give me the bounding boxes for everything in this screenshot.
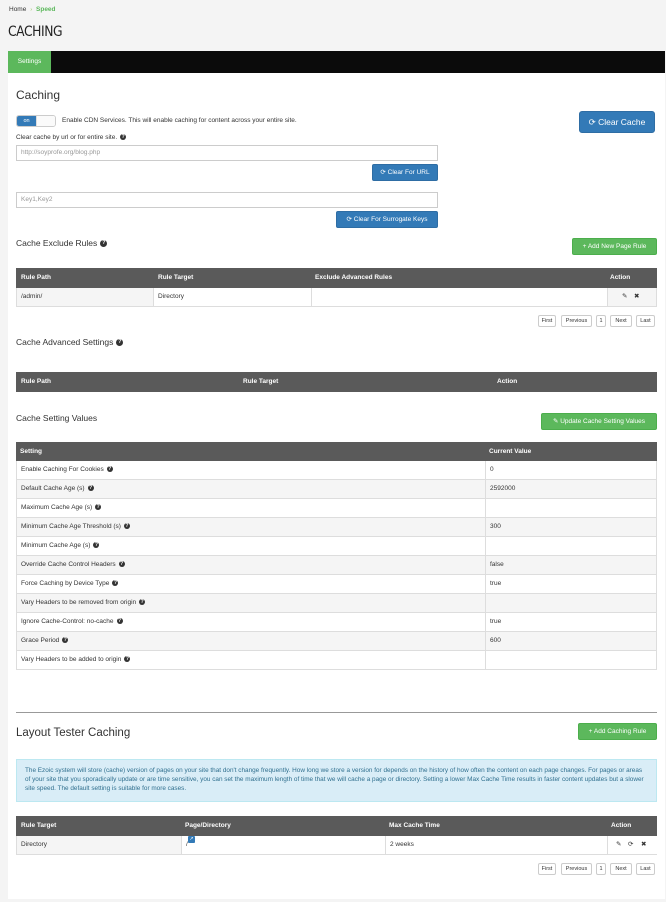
- setting-value-cell: 600: [490, 637, 501, 644]
- col-page-directory: Page/Directory: [185, 822, 231, 829]
- question-circle-icon[interactable]: ?: [140, 599, 144, 606]
- breadcrumb-separator: ›: [30, 7, 33, 13]
- url-input[interactable]: http://soyprofe.org/blog.php: [16, 145, 438, 161]
- pager-first[interactable]: First: [538, 315, 556, 327]
- pager-last[interactable]: Last: [636, 863, 655, 875]
- pager-page-1[interactable]: 1: [596, 315, 606, 327]
- toggle-knob: [36, 116, 55, 126]
- setting-name-cell: [21, 594, 145, 612]
- setting-value-cell: 2592000: [490, 485, 516, 492]
- refresh-icon: ⟳: [588, 117, 596, 127]
- pager-next[interactable]: Next: [610, 315, 632, 327]
- pager-previous[interactable]: Previous: [561, 315, 592, 327]
- update-cache-setting-values-label: Update Cache Setting Values: [560, 418, 646, 425]
- clear-surrogate-keys-label: Clear For Surrogate Keys: [353, 216, 428, 223]
- table-row: [16, 632, 657, 651]
- table-row: [16, 575, 657, 594]
- section-divider: [16, 712, 657, 713]
- setting-value-cell: 0: [490, 466, 494, 473]
- advanced-settings-heading: Cache Advanced Settings: [16, 337, 114, 347]
- setting-name: Maximum Cache Age (s): [21, 504, 93, 511]
- table-row: [16, 556, 657, 575]
- exclude-rules-heading: Cache Exclude Rules: [16, 238, 98, 248]
- setting-value-cell: true: [490, 580, 502, 587]
- pencil-icon: ✎: [552, 418, 559, 425]
- question-circle-icon[interactable]: ?: [96, 504, 100, 511]
- rule-target-cell: Directory: [158, 293, 185, 300]
- table-row: [16, 499, 657, 518]
- setting-value-cell: false: [490, 561, 504, 568]
- setting-name: Override Cache Control Headers: [21, 561, 116, 568]
- col-rule-target: Rule Target: [158, 274, 194, 281]
- question-circle-icon[interactable]: ?: [118, 339, 122, 346]
- setting-name: Vary Headers to be added to origin: [21, 656, 122, 663]
- setting-name-cell: [21, 480, 94, 498]
- page-title: CACHING: [8, 24, 63, 40]
- table-row: [16, 461, 657, 480]
- breadcrumb: [9, 6, 56, 13]
- setting-values-header: [16, 442, 657, 461]
- setting-name: Force Caching by Device Type: [21, 580, 110, 587]
- advanced-settings-header: [16, 372, 657, 392]
- setting-value-cell: true: [490, 618, 502, 625]
- table-row: [16, 537, 657, 556]
- table-row: [16, 288, 657, 307]
- toggle-on-label: on: [17, 116, 36, 126]
- plus-icon: +: [588, 728, 593, 735]
- layout-tester-info-alert: The Ezoic system will store (cache) version of pages on your site that don't change frequently. How long we store a version for depends on the history of how often the content on each page changes. For pages or areas of your site that you sporadically update or are time sensitive, you can set the maximum length of time that we will cache a page or directory. Setting a lower Max Cache Time results in faster content updates but a slower site speed. The default setting is suitable for more cases.: [16, 759, 657, 802]
- question-circle-icon[interactable]: ?: [94, 542, 98, 549]
- setting-name: Vary Headers to be removed from origin: [21, 599, 137, 606]
- col-action: Action: [497, 378, 518, 385]
- clear-url-hint-row: [16, 134, 126, 141]
- breadcrumb-current[interactable]: Speed: [36, 6, 56, 13]
- setting-name-cell: [21, 651, 130, 669]
- update-cache-setting-values-button[interactable]: [541, 413, 657, 430]
- add-new-page-rule-label: Add New Page Rule: [587, 243, 647, 250]
- times-icon[interactable]: ✖: [641, 841, 647, 848]
- setting-name-cell: [21, 461, 113, 479]
- page-directory-link[interactable]: /: [186, 841, 188, 848]
- col-setting: Setting: [20, 448, 43, 455]
- col-action: Action: [610, 274, 631, 281]
- caching-heading: Caching: [16, 88, 61, 102]
- setting-values-heading: Cache Setting Values: [16, 413, 98, 423]
- pencil-icon[interactable]: ✎: [622, 293, 628, 300]
- cdn-toggle[interactable]: [16, 115, 56, 127]
- question-circle-icon[interactable]: ?: [89, 485, 93, 492]
- add-caching-rule-button[interactable]: [578, 723, 657, 740]
- table-row: [16, 651, 657, 670]
- col-rule-path: Rule Path: [21, 378, 51, 385]
- plus-icon: +: [582, 243, 587, 250]
- layout-tester-header: [16, 816, 657, 836]
- setting-name: Ignore Cache-Control: no-cache: [21, 618, 114, 625]
- clear-url-hint: Clear cache by url or for entire site.: [16, 134, 118, 141]
- exclude-rules-header: [16, 268, 657, 288]
- breadcrumb-home-link[interactable]: Home: [9, 6, 27, 13]
- clear-surrogate-keys-button[interactable]: [336, 211, 438, 228]
- pager-first[interactable]: First: [538, 863, 556, 875]
- clear-for-url-button[interactable]: [372, 164, 438, 181]
- question-circle-icon[interactable]: ?: [113, 580, 117, 587]
- setting-name: Minimum Cache Age (s): [21, 542, 91, 549]
- setting-name-cell: [21, 556, 125, 574]
- clear-cache-label: Clear Cache: [598, 117, 646, 127]
- setting-name-cell: [21, 518, 130, 536]
- question-circle-icon[interactable]: ?: [125, 523, 129, 530]
- clear-for-url-label: Clear For URL: [387, 169, 430, 176]
- pager-last[interactable]: Last: [636, 315, 655, 327]
- layout-tester-heading: Layout Tester Caching: [16, 727, 131, 739]
- refresh-icon: ⟳: [346, 216, 352, 223]
- pencil-icon[interactable]: ✎: [616, 841, 622, 848]
- pager-page-1[interactable]: 1: [596, 863, 606, 875]
- max-cache-time-cell: 2 weeks: [390, 841, 414, 848]
- clear-cache-button[interactable]: [579, 111, 655, 133]
- setting-name-cell: [21, 537, 99, 555]
- setting-value-cell: 300: [490, 523, 501, 530]
- setting-name-cell: [21, 632, 68, 650]
- col-max-cache-time: Max Cache Time: [389, 822, 440, 829]
- col-action: Action: [611, 822, 632, 829]
- surrogate-keys-input[interactable]: Key1,Key2: [16, 192, 438, 208]
- setting-name-cell: [21, 575, 118, 593]
- setting-name: Minimum Cache Age Threshold (s): [21, 523, 121, 530]
- table-row: [16, 613, 657, 632]
- table-row: [16, 480, 657, 499]
- tab-settings[interactable]: Settings: [8, 51, 51, 73]
- setting-name: Default Cache Age (s): [21, 485, 85, 492]
- refresh-icon: ⟳: [380, 169, 386, 176]
- external-link-icon[interactable]: ↗: [189, 836, 194, 842]
- col-rule-path: Rule Path: [21, 274, 51, 281]
- setting-name: Enable Caching For Cookies: [21, 466, 104, 473]
- question-circle-icon[interactable]: ?: [125, 656, 129, 663]
- advanced-settings-heading-row: [16, 337, 123, 347]
- tab-bar: [8, 51, 665, 73]
- table-row: [16, 518, 657, 537]
- exclude-rules-heading-row: [16, 238, 107, 248]
- setting-name: Grace Period: [21, 637, 60, 644]
- col-exclude-advanced: Exclude Advanced Rules: [315, 274, 393, 281]
- col-rule-target: Rule Target: [21, 822, 57, 829]
- question-circle-icon[interactable]: ?: [102, 240, 106, 247]
- question-circle-icon[interactable]: ?: [108, 466, 112, 473]
- rule-target-cell: Directory: [21, 841, 48, 848]
- rule-path-cell: /admin/: [21, 293, 43, 300]
- add-new-page-rule-button[interactable]: [572, 238, 657, 255]
- pager-previous[interactable]: Previous: [561, 863, 592, 875]
- add-caching-rule-label: Add Caching Rule: [593, 728, 647, 735]
- table-row: [16, 836, 657, 855]
- question-circle-icon[interactable]: ?: [63, 637, 67, 644]
- question-circle-icon[interactable]: ?: [117, 618, 122, 625]
- setting-name-cell: [21, 613, 123, 631]
- col-rule-target: Rule Target: [243, 378, 279, 385]
- times-icon[interactable]: ✖: [634, 293, 640, 300]
- cdn-description: Enable CDN Services. This will enable caching for content across your entire site.: [62, 117, 297, 124]
- question-circle-icon[interactable]: ?: [121, 134, 125, 141]
- col-current-value: Current Value: [489, 448, 532, 455]
- setting-name-cell: [21, 499, 101, 517]
- table-row: [16, 594, 657, 613]
- refresh-icon[interactable]: ⟳: [628, 841, 634, 848]
- pager-next[interactable]: Next: [610, 863, 632, 875]
- question-circle-icon[interactable]: ?: [120, 561, 124, 568]
